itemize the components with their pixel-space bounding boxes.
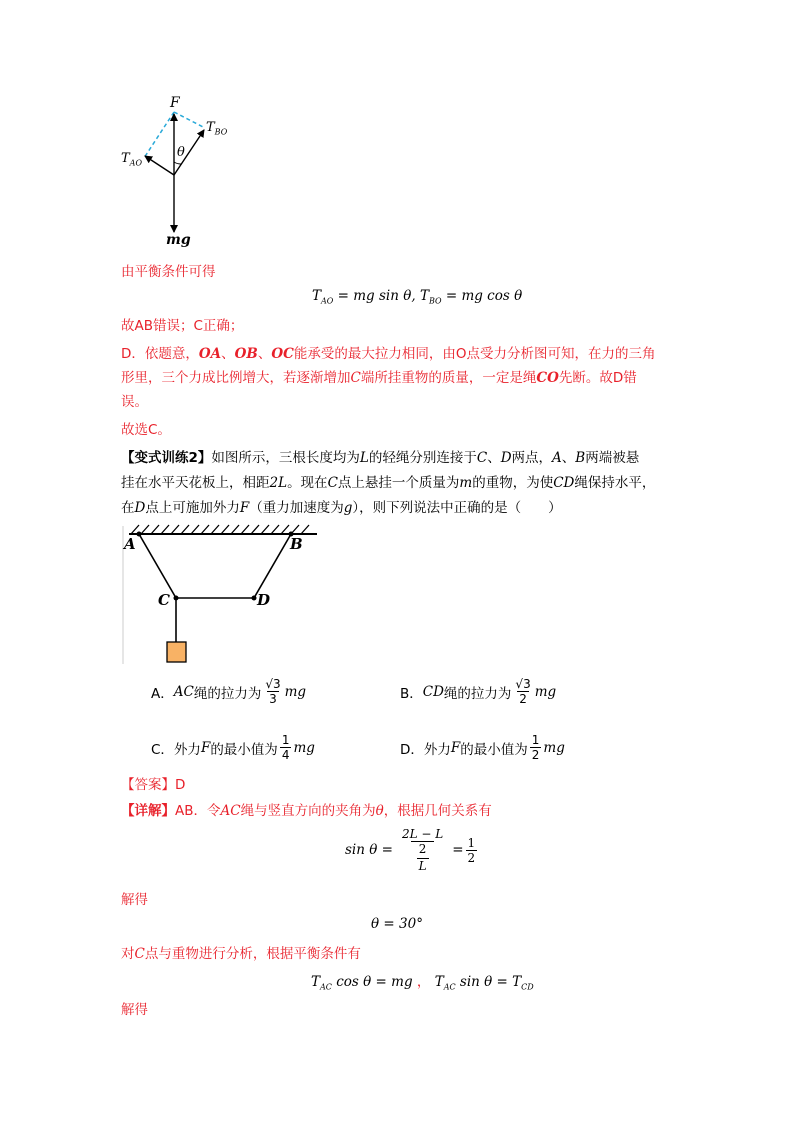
answer: 【答案】D — [121, 777, 186, 793]
p2-m: m — [459, 475, 473, 491]
p1-L: L — [359, 450, 369, 466]
option-a-mg: mg — [284, 683, 307, 700]
p1e: 、 — [561, 450, 576, 466]
fig2-label-C: C — [158, 591, 170, 609]
fig2-label-A: A — [124, 535, 136, 553]
option-c-den: 4 — [281, 748, 290, 762]
d1-sep2: 、 — [257, 346, 272, 362]
option-d-var: F — [450, 739, 461, 756]
p2-C: C — [327, 475, 338, 491]
option-c-prefix: C． — [151, 741, 174, 758]
option-d-prefix: D． — [400, 741, 424, 758]
f4-eq1: cos θ = mg — [331, 974, 413, 990]
option-c-mg: mg — [293, 739, 315, 756]
p3a: 在 — [121, 500, 135, 516]
label-TBO-main: T — [206, 120, 215, 135]
ceiling-hatch — [131, 525, 309, 534]
p3b: 点上可施加外力 — [145, 500, 240, 516]
fig2-label-D: D — [257, 591, 271, 609]
p3c: （重力加速度为 — [249, 500, 344, 516]
label-mg: mg — [166, 232, 191, 248]
dashed-line-top — [174, 112, 205, 128]
problem-line2 — [121, 473, 655, 493]
f2-result-frac — [466, 837, 478, 864]
option-c[interactable] — [151, 734, 315, 761]
f4-t2: T — [434, 974, 444, 990]
d1-a: D．依题意， — [121, 346, 199, 362]
arrow-TAO — [145, 156, 174, 175]
text-ab-wrong: 故AB错误；C正确； — [121, 318, 244, 334]
detail-t1: AB．令 — [175, 803, 221, 819]
detail-t2: 绳与竖直方向的夹角为 — [240, 803, 376, 819]
problem-line3 — [121, 498, 562, 518]
detail-theta: θ — [375, 803, 384, 819]
text-choose-c: 故选C。 — [121, 422, 171, 438]
detail-line — [121, 801, 492, 821]
f4-sep: ， — [412, 974, 435, 990]
p2c: 点上悬挂一个质量为 — [337, 475, 460, 491]
f4-eq2: sin θ = — [455, 974, 513, 990]
option-a-den: 3 — [269, 692, 277, 706]
analysis-C: C — [134, 946, 145, 962]
p1f: 两端被悬 — [585, 450, 640, 466]
option-d-den: 2 — [531, 748, 540, 762]
f1-t1: T — [312, 288, 322, 304]
point-D — [252, 596, 257, 601]
d1-b: 能承受的最大拉力相同，由O点受力分析图可知，在力的三角 — [293, 346, 656, 362]
problem-line1 — [121, 448, 639, 468]
option-b-den: 2 — [519, 692, 527, 706]
formula-tension — [312, 288, 522, 306]
option-d-text1: 外力 — [423, 741, 451, 758]
f1-eq1: = mg sin θ, — [333, 288, 420, 304]
p2d: 的重物，为使 — [472, 475, 554, 491]
p3-F: F — [239, 500, 250, 516]
rope-DB — [254, 534, 291, 598]
p2b: 。现在 — [287, 475, 328, 491]
text-d-line3: 误。 — [121, 394, 148, 410]
d2-c: 先断。故D错 — [558, 370, 637, 386]
option-b-prefix: B． — [400, 685, 423, 702]
label-TAO-sub: AO — [129, 158, 143, 168]
f1-t2: T — [419, 288, 429, 304]
p2e: 绳保持水平， — [574, 475, 656, 491]
f2-eq: = — [452, 842, 464, 858]
weight-block — [167, 642, 186, 662]
detail-t3: ，根据几何关系有 — [383, 803, 492, 819]
force-diagram — [110, 92, 250, 252]
f2-outer-frac — [397, 828, 448, 872]
option-b-var: CD — [422, 683, 444, 700]
analysis-line — [121, 944, 361, 964]
option-a-prefix: A． — [151, 685, 174, 702]
option-c-var: F — [200, 739, 211, 756]
option-c-frac — [280, 734, 292, 761]
f2-outer-num — [397, 828, 448, 858]
f2-lhs: sin θ = — [345, 842, 393, 858]
solve-text-2: 解得 — [121, 1002, 148, 1018]
d1-sep1: 、 — [221, 346, 235, 362]
d2-C: C — [350, 370, 361, 386]
formula-sin — [345, 828, 479, 872]
p1c: 、 — [487, 450, 501, 466]
p1b: 的轻绳分别连接于 — [368, 450, 477, 466]
p2a: 挂在水平天花板上，相距 — [121, 475, 270, 491]
option-d-frac — [530, 734, 542, 761]
f4-t3: T — [512, 974, 522, 990]
d2-CO: CO — [536, 370, 559, 386]
label-TBO — [206, 120, 227, 137]
p2-2L: 2L — [269, 475, 288, 491]
p1-A: A — [552, 450, 562, 466]
d2-a: 形里，三个力成比例增大，若逐渐增加 — [121, 370, 351, 386]
option-d-num: 1 — [531, 733, 540, 747]
option-d-mg: mg — [543, 739, 565, 756]
p1-D: D — [500, 450, 512, 466]
text-equilibrium: 由平衡条件可得 — [121, 264, 216, 280]
f1-t1-sub: AO — [321, 296, 334, 306]
formula-theta: θ = 30° — [371, 916, 423, 932]
option-a[interactable] — [151, 678, 306, 705]
label-TBO-sub: BO — [214, 127, 228, 137]
option-c-text2: 的最小值为 — [210, 741, 278, 758]
option-d-text2: 的最小值为 — [460, 741, 528, 758]
option-c-num: 1 — [281, 733, 290, 747]
detail-AC: AC — [220, 803, 241, 819]
f1-eq2: = mg cos θ — [441, 288, 523, 304]
text-d-line2 — [121, 368, 637, 388]
p3d: ），则下列说法中正确的是（ ） — [352, 500, 562, 516]
fig2-label-B: B — [290, 535, 303, 553]
f2-r-den: 2 — [467, 850, 476, 865]
option-a-frac — [263, 678, 282, 705]
p1-C: C — [476, 450, 488, 466]
dashed-line-left — [144, 112, 174, 158]
d1-OC: OC — [271, 346, 294, 362]
text-d-line1 — [121, 344, 655, 364]
p3-g: g — [343, 500, 353, 516]
option-b-frac — [513, 678, 532, 705]
d2-b: 端所挂重物的质量，一定是绳 — [360, 370, 537, 386]
f4-t2-sub: AC — [443, 982, 456, 992]
option-c-text1: 外力 — [173, 741, 201, 758]
f4-t1: T — [311, 974, 321, 990]
analysis-a: 对 — [121, 946, 135, 962]
formula-balance — [311, 970, 534, 992]
f2-inner-num: 2L − L — [401, 827, 444, 841]
label-theta: θ — [177, 145, 185, 160]
p2-CD: CD — [553, 475, 575, 491]
d1-OA: OA — [198, 346, 222, 362]
theta-arc — [174, 162, 181, 164]
f4-t1-sub: AC — [320, 982, 332, 992]
option-b-num: √3 — [515, 677, 531, 691]
f2-inner-den: 2 — [411, 841, 435, 857]
option-a-num: √3 — [265, 677, 281, 691]
option-a-var: AC — [173, 683, 194, 700]
f2-r-num: 1 — [467, 835, 476, 850]
option-a-text: 绳的拉力为 — [193, 685, 262, 702]
p1a: 如图所示，三根长度均为 — [211, 450, 360, 466]
analysis-b: 点与重物进行分析，根据平衡条件有 — [144, 946, 361, 962]
label-TAO-main: T — [121, 151, 130, 166]
problem-tag: 【变式训练2】 — [121, 450, 212, 466]
label-F: F — [170, 95, 180, 111]
option-d[interactable] — [400, 734, 565, 761]
option-b-mg: mg — [534, 683, 557, 700]
f4-t3-sub: CD — [521, 982, 534, 992]
option-b-text: 绳的拉力为 — [443, 685, 512, 702]
f2-outer-den: L — [418, 859, 427, 873]
d1-OB: OB — [234, 346, 258, 362]
point-C — [174, 596, 179, 601]
p1-B: B — [575, 450, 586, 466]
detail-tag: 【详解】 — [121, 803, 175, 819]
label-TAO — [121, 151, 142, 168]
rope-AC — [139, 534, 176, 598]
p1d: 两点， — [511, 450, 553, 466]
solve-text-1: 解得 — [121, 892, 148, 908]
p3-D: D — [134, 500, 146, 516]
option-b[interactable] — [400, 678, 556, 705]
f1-t2-sub: BO — [428, 296, 442, 306]
point-A — [137, 532, 142, 537]
